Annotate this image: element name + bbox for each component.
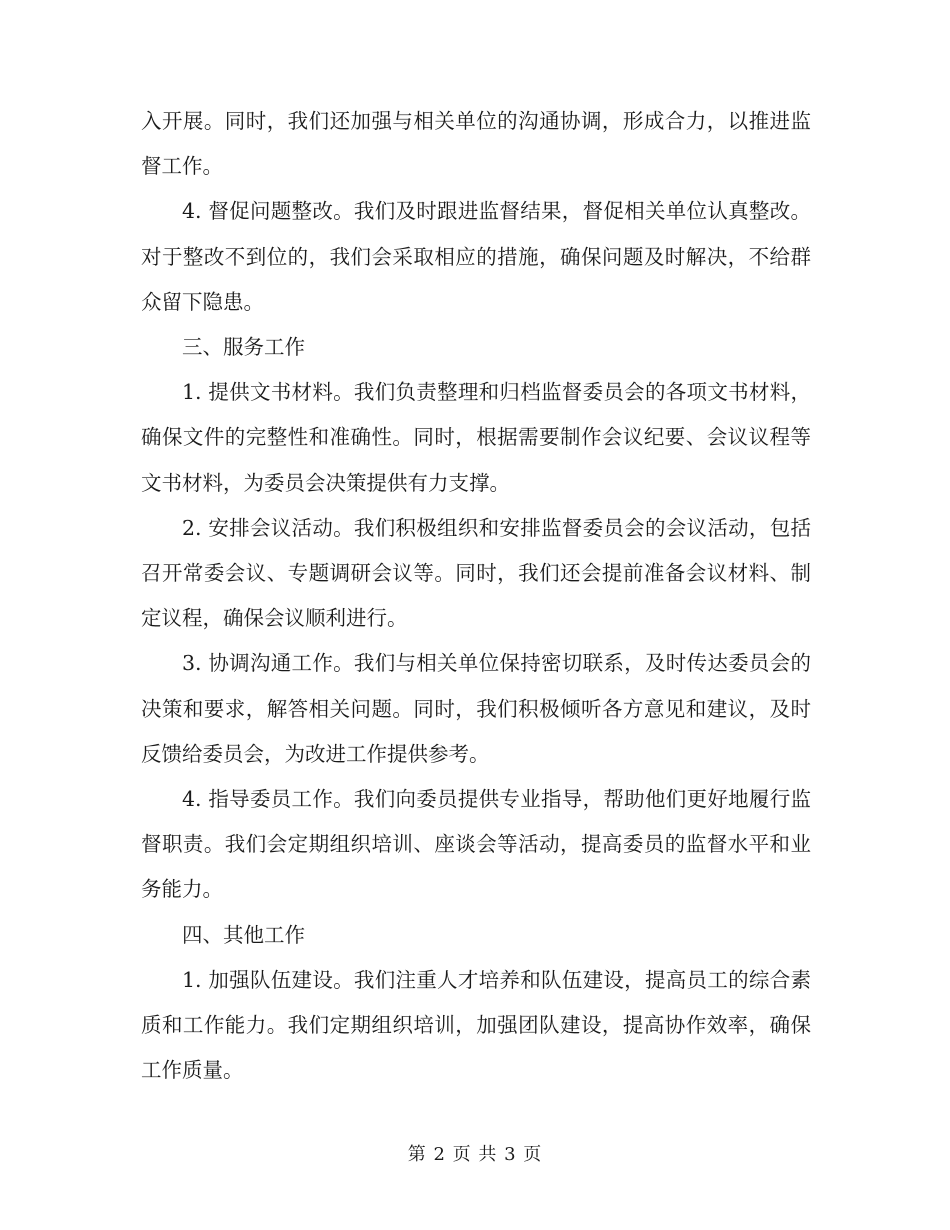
section-heading-service-work: 三、服务工作 [182,335,305,360]
page-number-footer: 第 2 页 共 3 页 [407,1144,543,1165]
section-heading-other-work: 四、其他工作 [182,922,305,947]
paragraph-item-communication: 3. 协调沟通工作。我们与相关单位保持密切联系，及时传达委员会的决策和要求，解答相关问题。同时，我们积极倾听各方意见和建议，及时反馈给委员会，为改进工作提供参考。 [141,651,811,766]
paragraph-item-supervise-rectification: 4. 督促问题整改。我们及时跟进监督结果，督促相关单位认真整改。对于整改不到位的，我们会采取相应的措施，确保问题及时解决，不给群众留下隐患。 [141,199,811,314]
paragraph-continuation: 入开展。同时，我们还加强与相关单位的沟通协调，形成合力，以推进监督工作。 [141,109,811,179]
paragraph-item-documents: 1. 提供文书材料。我们负责整理和归档监督委员会的各项文书材料，确保文件的完整性和准确性。同时，根据需要制作会议纪要、会议议程等文书材料，为委员会决策提供有力支撑。 [141,380,811,495]
document-body [141,99,811,1093]
paragraph-item-team-building: 1. 加强队伍建设。我们注重人才培养和队伍建设，提高员工的综合素质和工作能力。我们定期组织培训，加强团队建设，提高协作效率，确保工作质量。 [141,967,811,1083]
paragraph-item-meetings: 2. 安排会议活动。我们积极组织和安排监督委员会的会议活动，包括召开常委会议、专题调研会议等。同时，我们还会提前准备会议材料、制定议程，确保会议顺利进行。 [141,515,811,631]
paragraph-item-guidance: 4. 指导委员工作。我们向委员提供专业指导，帮助他们更好地履行监督职责。我们会定期组织培训、座谈会等活动，提高委员的监督水平和业务能力。 [141,787,811,902]
